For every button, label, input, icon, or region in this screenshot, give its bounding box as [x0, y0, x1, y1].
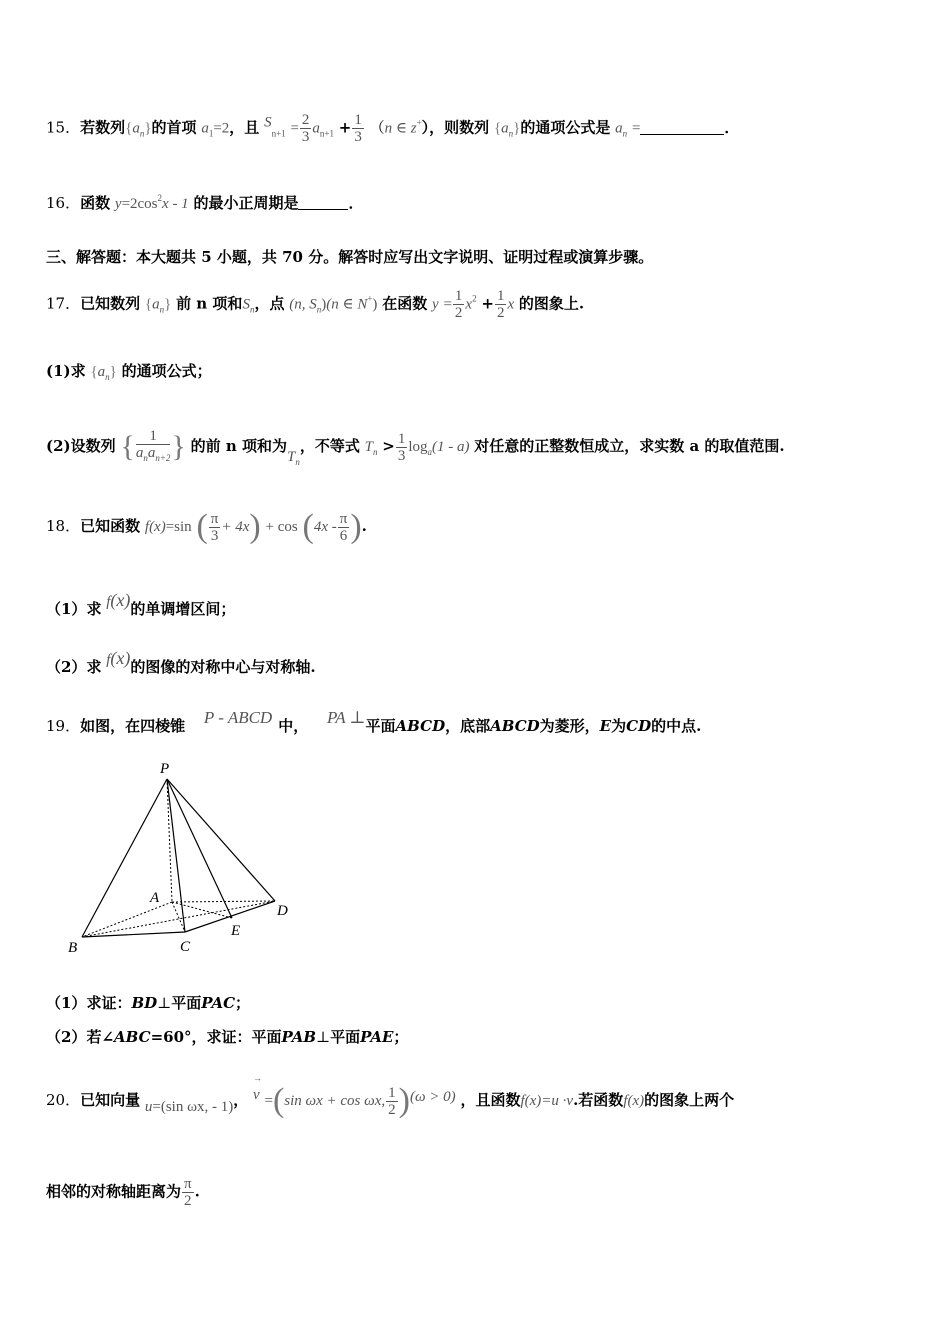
brace-left: {: [125, 120, 133, 137]
question-19-part-2: （2）若∠ABC=60°，求证：平面PAB⊥平面PAE；: [46, 1028, 409, 1046]
edge-CD: [185, 901, 275, 932]
pyramid-figure: [60, 755, 310, 960]
question-16: 16．函数 $y=2\cos^2x - 1$ 的最小正周期是 ．: [46, 193, 364, 212]
brace-right: }: [144, 120, 152, 137]
label-E: E: [231, 923, 241, 939]
section-heading: 三、解答题：本大题共 5 小题，共 70 分。解答时应写出文字说明、证明过程或演算步骤。: [46, 248, 654, 266]
edge-BC: [82, 932, 185, 937]
label-B: B: [68, 940, 78, 956]
question-18-part-2: （2）求 f(x)的图像的对称中心与对称轴.: [46, 648, 316, 676]
edge-PD: [167, 779, 275, 901]
edge-AB: [82, 902, 172, 937]
question-17-part-2: (2)设数列 { $\frac{1}{a_na_{n+2}}$ } 的前 n 项和为$T_n$，不等式 $T_n$ > $\frac{1}{3}$ $\log_a(1 - a)$ 对任意的正整数恒成立，求实数 a 的取值范围.: [46, 428, 785, 467]
question-18-part-1: （1）求 f(x)的单调增区间；: [46, 590, 236, 618]
edge-PE: [167, 779, 232, 918]
question-20: 20．已知向量 u=(sin ωx, - 1)， → v =(sin ωx + cos ωx, $\frac{1}{2}$ )(ω > 0) ，且函数f(x)=u ·v.若函数f(x)的图象上两个: [46, 1073, 735, 1119]
edge-BD: [82, 901, 275, 937]
question-18: 18．已知函数 f(x)=sin ( $\frac{\pi}{3}$ + 4x) + cos (4x - $\frac{\pi}{6}$ ).: [46, 508, 367, 545]
fraction-2-3: $\frac{2}{3}$: [301, 112, 310, 145]
label-P: P: [160, 761, 170, 777]
question-number: 15．: [46, 118, 81, 137]
edge-PB: [82, 779, 167, 937]
label-A: A: [150, 890, 160, 906]
question-17-part-1: (1)求 $\{a_n\}$ 的通项公式；: [46, 362, 212, 382]
question-17: 17．已知数列 $\{a_n\}$ 前 n 项和$S_n$，点 (n, $S_n)(n$ ∈ N+) 在函数 y = $\frac{1}{2}$ $x^2$ + $\frac{1}{2}$ x 的图象上.: [46, 288, 585, 321]
answer-blank[interactable]: [298, 209, 348, 210]
label-D: D: [277, 903, 288, 919]
fraction-1-3: $\frac{1}{3}$: [354, 112, 362, 145]
answer-blank[interactable]: [640, 134, 724, 135]
question-15: 15．若数列$\{a_n\}$的首项 $a_1=2$，且 $S_{n+1}$ = $\frac{2}{3}$ $a_{n+1}$ + $\frac{1}{3}$ （n ∈ z+），则数列 $\{a_n\}$的通项公式是 $a_n$ = ．: [46, 112, 740, 145]
question-19: 19．如图，在四棱锥 P - ABCD 中， PA ⊥平面ABCD，底部ABCD为菱形，E为CD的中点.: [46, 708, 702, 735]
label-C: C: [180, 939, 191, 955]
question-20-continued: 相邻的对称轴距离为 $\frac{\pi}{2}$ .: [46, 1176, 200, 1209]
question-19-part-1: （1）求证：BD⊥平面PAC；: [46, 994, 251, 1012]
edge-AE: [172, 902, 232, 918]
